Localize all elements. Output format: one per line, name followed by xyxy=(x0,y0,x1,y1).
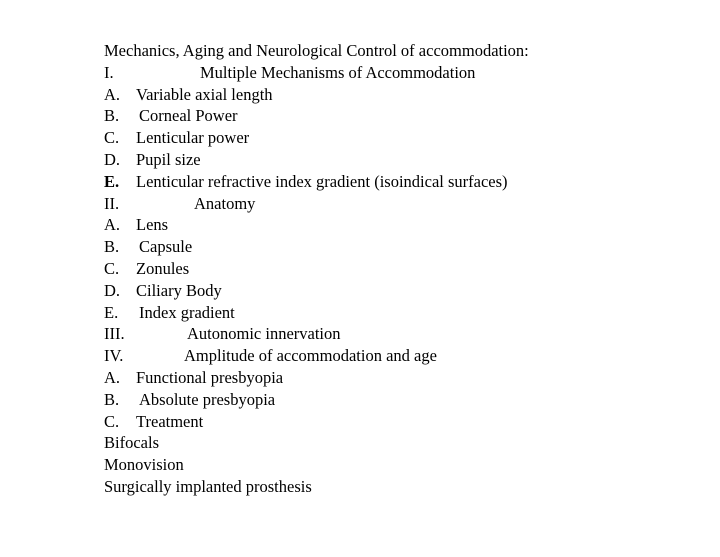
list-item xyxy=(104,258,529,280)
item-text: Functional presbyopia xyxy=(136,367,284,387)
outline xyxy=(104,40,529,498)
item-text: Ciliary Body xyxy=(136,280,222,300)
item-text: Pupil size xyxy=(136,149,201,169)
list-item xyxy=(104,411,529,433)
item-marker: B. xyxy=(104,389,120,409)
item-text: Corneal Power xyxy=(139,106,238,126)
item-marker: C. xyxy=(104,258,120,278)
list-item xyxy=(104,171,529,193)
section-title: Autonomic innervation xyxy=(187,324,341,344)
item-marker: A. xyxy=(104,367,121,387)
section-title: Multiple Mechanisms of Accommodation xyxy=(200,62,476,82)
item-text: Variable axial length xyxy=(136,84,273,104)
item-text: Zonules xyxy=(136,258,190,278)
item-marker: C. xyxy=(104,411,120,431)
section-heading: II. Anatomy xyxy=(104,193,256,213)
list-item xyxy=(104,127,529,149)
list-item xyxy=(104,367,529,389)
item-text: Index gradient xyxy=(139,302,235,322)
item-marker: A. xyxy=(104,84,121,104)
list-item xyxy=(104,236,529,258)
item-marker: A. xyxy=(104,215,121,235)
list-item xyxy=(104,214,529,236)
item-marker: E. xyxy=(104,171,120,191)
item-marker: B. xyxy=(104,106,120,126)
outline-title: Mechanics, Aging and Neurological Control of accommodation: xyxy=(104,41,529,60)
treatment-item: Monovision xyxy=(104,455,184,475)
section-title: Anatomy xyxy=(194,193,256,213)
list-item xyxy=(104,149,529,171)
list-item xyxy=(104,280,529,302)
item-text: Lenticular power xyxy=(136,128,250,148)
section-heading: IV. Amplitude of accommodation and age xyxy=(104,346,437,366)
list-item xyxy=(104,84,529,106)
item-marker: E. xyxy=(104,302,119,322)
list-item xyxy=(104,302,529,324)
item-text: Lens xyxy=(136,215,169,235)
section-heading: I. Multiple Mechanisms of Accommodation xyxy=(104,62,476,82)
item-text: Capsule xyxy=(139,237,193,257)
list-item xyxy=(104,389,529,411)
item-marker: B. xyxy=(104,237,120,257)
section-heading: III. Autonomic innervation xyxy=(104,324,341,344)
treatment-item: Bifocals xyxy=(104,433,159,453)
item-text: Treatment xyxy=(136,411,204,431)
item-marker: D. xyxy=(104,280,121,300)
item-text: Lenticular refractive index gradient (isoindical surfaces) xyxy=(136,171,508,191)
section-title: Amplitude of accommodation and age xyxy=(184,346,437,366)
item-marker: D. xyxy=(104,149,121,169)
list-item xyxy=(104,105,529,127)
item-text: Absolute presbyopia xyxy=(139,389,276,409)
item-marker: C. xyxy=(104,128,120,148)
treatment-item: Surgically implanted prosthesis xyxy=(104,476,312,496)
